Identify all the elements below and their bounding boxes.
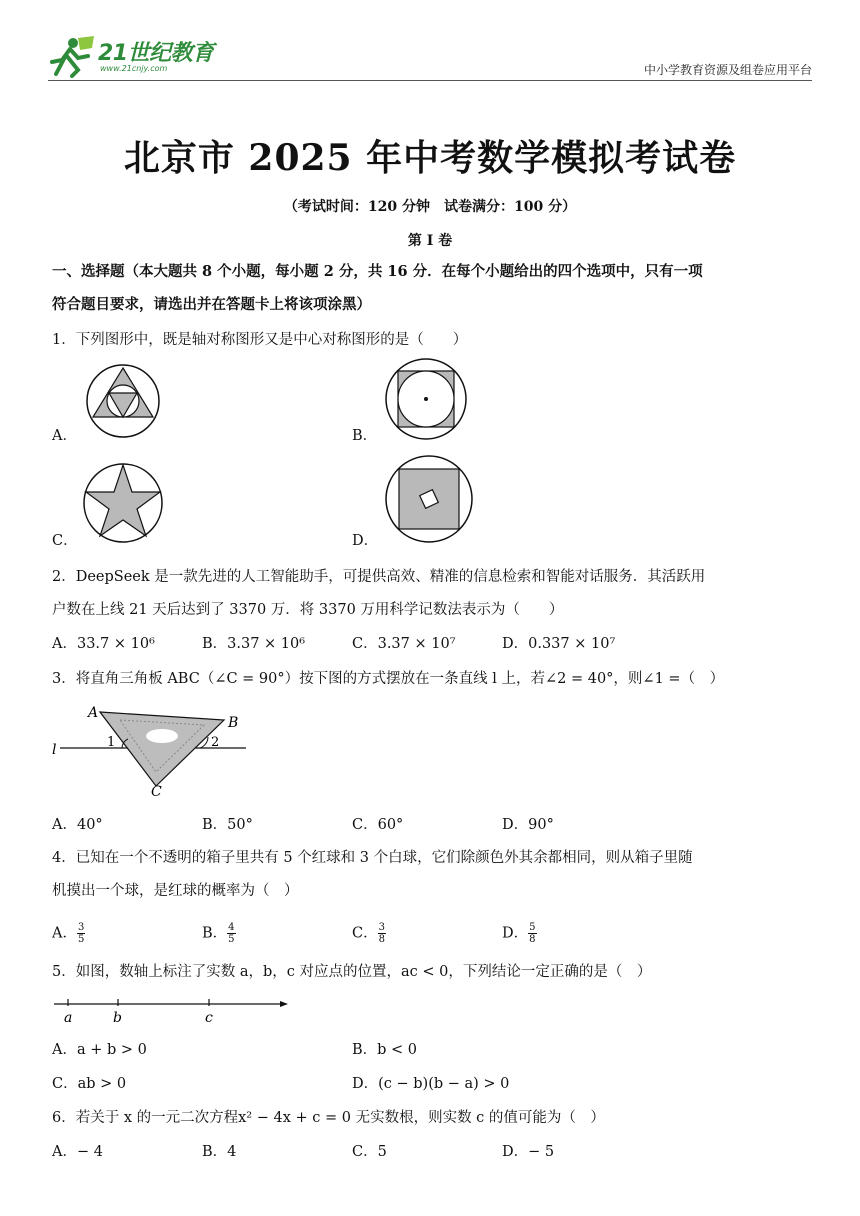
q3-option-d: D．90° [502, 817, 554, 833]
brand-url: www.21cnjy.com [100, 64, 168, 73]
q3-label-l: l [52, 742, 57, 758]
q3-label-a: A [88, 705, 99, 721]
q1-label-b: B． [352, 428, 378, 444]
header-tagline: 中小学教育资源及组卷应用平台 [643, 63, 812, 77]
q5-axis-label-b: b [113, 1010, 122, 1026]
q1-label-a: A． [52, 428, 77, 444]
runner-logo-icon [48, 36, 98, 76]
q5-option-d: D．(c − b)(b − a) > 0 [352, 1076, 510, 1092]
q3-label-c: C [151, 784, 162, 800]
q4-stem-line1: 4．已知在一个不透明的箱子里共有 5 个红球和 3 个白球，它们除颜色外其余都相同，则从箱子里随 [52, 850, 693, 866]
q4-option-a: A． $\frac{3}{5}$ [52, 922, 85, 945]
q6-option-b: B．4 [202, 1144, 237, 1160]
q1-figure-c [83, 463, 165, 545]
q3-label-b: B [228, 715, 239, 731]
q5-stem: 5．如图，数轴上标注了实数 a，b，c 对应点的位置，ac < 0，下列结论一定正确的是（ ） [52, 964, 652, 980]
brand-logo [48, 34, 218, 80]
section-heading-line2: 符合题目要求，请选出并在答题卡上将该项涂黑） [52, 296, 371, 313]
q3-option-b: B．50° [202, 817, 253, 833]
q5-option-b: B．b < 0 [352, 1042, 418, 1058]
q4-option-c: C． $\frac{3}{8}$ [352, 922, 385, 945]
q5-axis-label-a: a [64, 1010, 73, 1026]
q1-figure-d [386, 456, 474, 544]
q5-option-a: A．a + b > 0 [52, 1042, 147, 1058]
exam-title: 北京市 2025 年中考数学模拟考试卷 [123, 137, 737, 179]
q5-number-line [52, 996, 292, 1030]
q1-figure-a [83, 363, 163, 443]
q4-fraction-d: $\frac{5}{8}$ [529, 922, 536, 945]
q2-option-c: C．3.37 × 10⁷ [352, 636, 456, 652]
q3-option-a: A．40° [52, 817, 103, 833]
q3-stem: 3．将直角三角板 ABC（∠C = 90°）按下图的方式摆放在一条直线 l 上，若∠2 = 40°，则∠1 =（ ） [52, 671, 725, 687]
q6-option-c: C．5 [352, 1144, 387, 1160]
q2-stem-line1: 2．DeepSeek 是一款先进的人工智能助手，可提供高效、精准的信息检索和智能对话服务．其活跃用 [52, 569, 706, 585]
q2-stem-line2: 户数在上线 21 天后达到了 3370 万．将 3370 万用科学记数法表示为（ ） [52, 602, 564, 618]
volume-label: 第 I 卷 [407, 233, 453, 249]
q3-angle-2: 2 [211, 735, 220, 750]
q4-option-b: B． $\frac{4}{5}$ [202, 922, 235, 945]
q4-fraction-c: $\frac{3}{8}$ [378, 922, 385, 945]
q1-figure-b [384, 359, 468, 443]
q2-option-a: A．33.7 × 10⁶ [52, 636, 155, 652]
q6-option-d: D．− 5 [502, 1144, 555, 1160]
q4-option-d: D． $\frac{5}{8}$ [502, 922, 536, 945]
q4-stem-line2: 机摸出一个球，是红球的概率为（ ） [52, 883, 299, 899]
q6-option-a: A．− 4 [52, 1144, 103, 1160]
section-heading-line1: 一、选择题（本大题共 8 个小题，每小题 2 分，共 16 分．在每个小题给出的四个选项中，只有一项 [52, 263, 703, 280]
q2-option-d: D．0.337 × 10⁷ [502, 636, 616, 652]
q1-label-d: D． [352, 533, 379, 549]
q4-fraction-b: $\frac{4}{5}$ [228, 922, 235, 945]
q4-fraction-a: $\frac{3}{5}$ [77, 922, 85, 945]
q3-option-c: C．60° [352, 817, 404, 833]
brand-name: 21世纪教育 [98, 41, 214, 66]
q1-label-c: C． [52, 533, 78, 549]
exam-subtitle: （考试时间：120 分钟 试卷满分：100 分） [283, 199, 577, 215]
q6-stem: 6．若关于 x 的一元二次方程x² − 4x + c = 0 无实数根，则实数 c 的值可能为（ ） [52, 1110, 605, 1126]
q1-stem: 1．下列图形中，既是轴对称图形又是中心对称图形的是（ ） [52, 332, 468, 348]
q5-option-c: C．ab > 0 [52, 1076, 127, 1092]
q5-axis-label-c: c [205, 1010, 213, 1026]
q3-angle-1: 1 [107, 735, 116, 750]
q3-triangle-figure [52, 702, 252, 798]
page-header [48, 34, 812, 81]
q2-option-b: B．3.37 × 10⁶ [202, 636, 306, 652]
